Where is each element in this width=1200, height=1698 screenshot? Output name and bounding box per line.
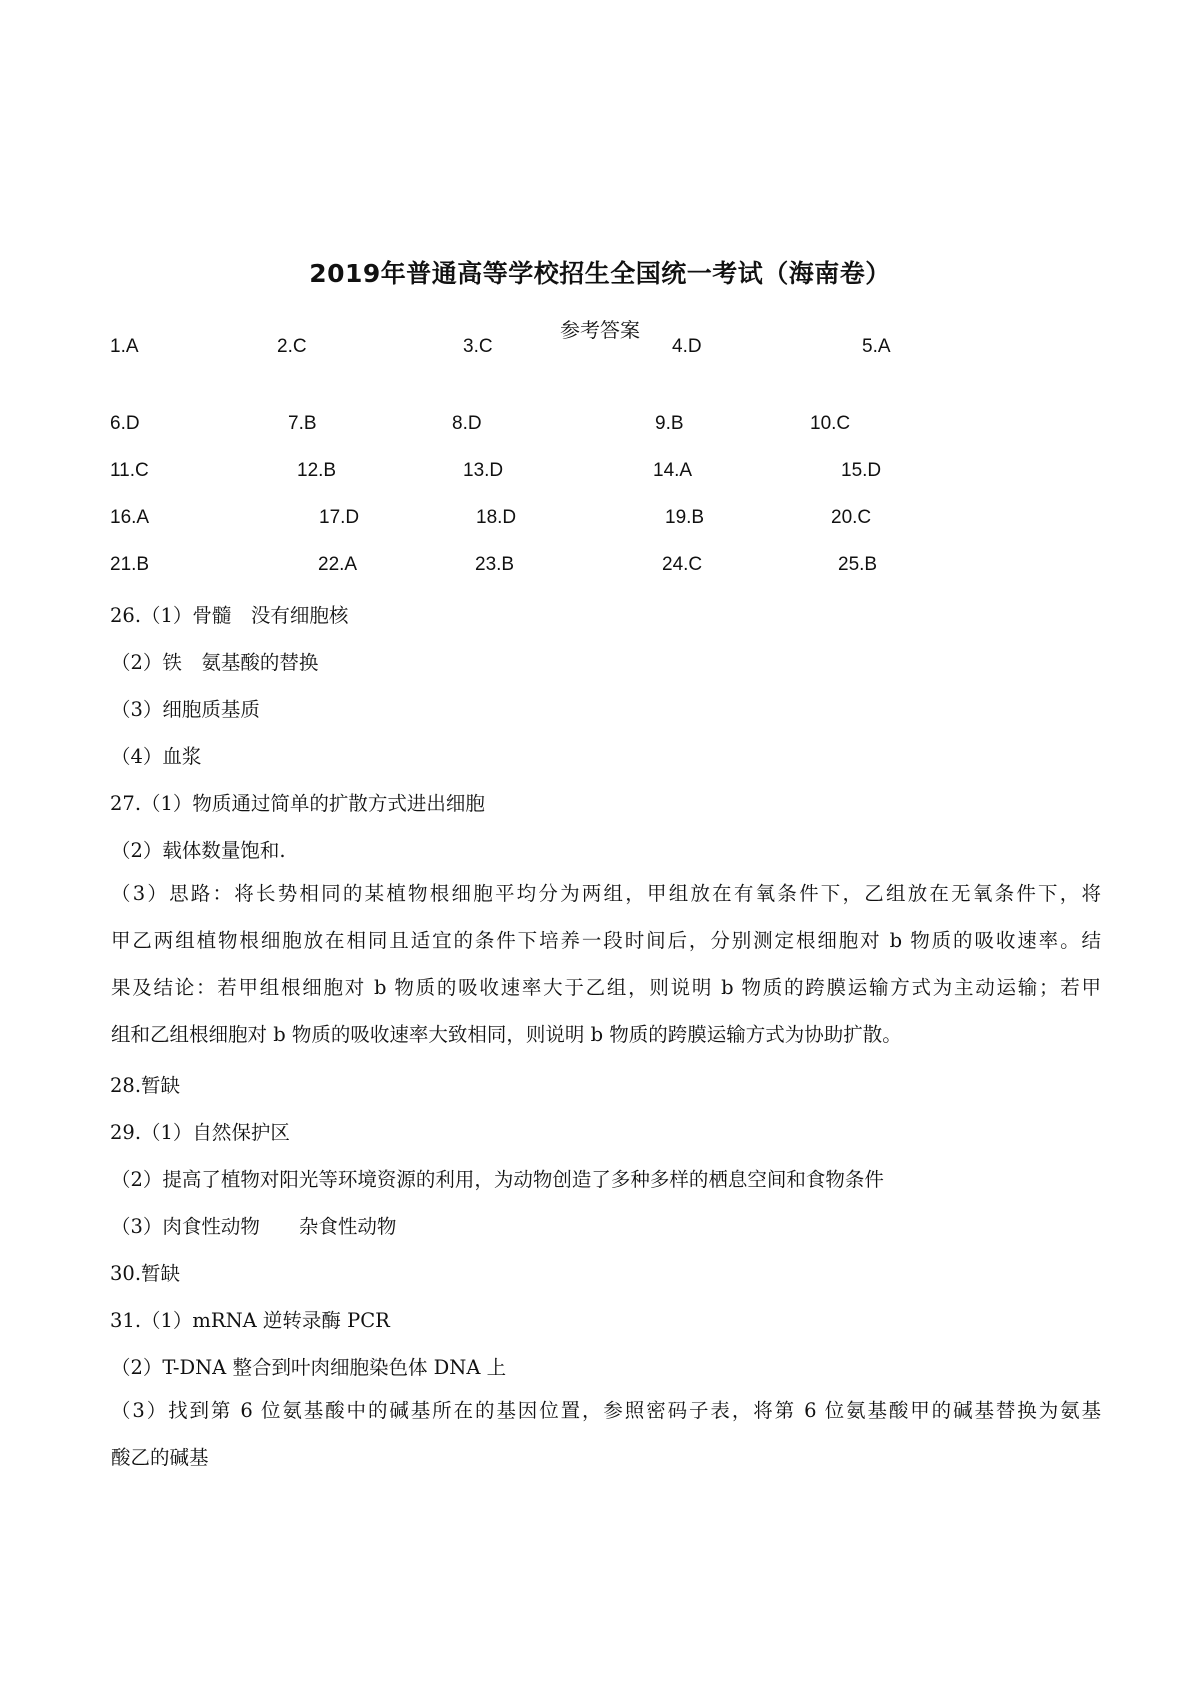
q30-answer: 30.暂缺 (110, 1262, 181, 1285)
mc-answer: 1.A (110, 336, 139, 357)
mc-answer: 8.D (452, 413, 482, 434)
q29-part1: 29.（1）自然保护区 (110, 1121, 290, 1144)
mc-answer: 25.B (838, 554, 878, 575)
q31-part2: （2）T-DNA 整合到叶肉细胞染色体 DNA 上 (111, 1356, 507, 1379)
q27-part1: 27.（1）物质通过简单的扩散方式进出细胞 (110, 792, 485, 815)
mc-answer: 6.D (110, 413, 140, 434)
mc-answer: 3.C (463, 336, 493, 357)
mc-answer: 10.C (810, 413, 851, 434)
q29-part2: （2）提高了植物对阳光等环境资源的利用，为动物创造了多种多样的栖息空间和食物条件 (111, 1168, 884, 1191)
q29-part3: （3）肉食性动物 杂食性动物 (111, 1215, 397, 1238)
mc-answer: 16.A (110, 507, 150, 528)
mc-row-2 (0, 413, 1200, 443)
mc-answer: 17.D (319, 507, 360, 528)
mc-answer: 22.A (318, 554, 358, 575)
mc-answer: 20.C (831, 507, 872, 528)
mc-answer: 5.A (862, 336, 891, 357)
q28-answer: 28.暂缺 (110, 1074, 181, 1097)
mc-row-3 (0, 460, 1200, 490)
q27-part2: （2）载体数量饱和. (111, 839, 286, 862)
q31-part1: 31.（1）mRNA 逆转录酶 PCR (110, 1309, 390, 1332)
mc-answer: 15.D (841, 460, 882, 481)
q26-part3: （3）细胞质基质 (111, 698, 260, 721)
mc-answer: 19.B (665, 507, 705, 528)
mc-row-4 (0, 507, 1200, 537)
mc-row-1 (0, 336, 1200, 366)
q27-part3-paragraph (111, 870, 1101, 1058)
q31-part3-line: （3）找到第 6 位氨基酸中的碱基所在的基因位置，参照密码子表，将第 6 位氨基酸甲的碱基替换为氨基 (111, 1399, 1101, 1422)
mc-answer: 7.B (288, 413, 317, 434)
mc-answer: 14.A (653, 460, 693, 481)
page-title: 2019年普通高等学校招生全国统一考试（海南卷） (309, 259, 891, 288)
mc-answer: 24.C (662, 554, 703, 575)
q27-part3-line: 组和乙组根细胞对 b 物质的吸收速率大致相同，则说明 b 物质的跨膜运输方式为协助扩散。 (111, 1023, 902, 1046)
mc-answer: 11.C (110, 460, 149, 481)
q31-part3-paragraph (111, 1387, 1101, 1481)
mc-answer: 21.B (110, 554, 150, 575)
q26-part4: （4）血浆 (111, 745, 202, 768)
mc-answer: 18.D (476, 507, 517, 528)
q26-part1: 26.（1）骨髓 没有细胞核 (110, 604, 349, 627)
q27-part3-line: （3）思路：将长势相同的某植物根细胞平均分为两组，甲组放在有氧条件下，乙组放在无氧条件下，将 (111, 882, 1101, 905)
mc-answer: 12.B (297, 460, 337, 481)
mc-answer: 4.D (672, 336, 702, 357)
mc-answer: 23.B (475, 554, 515, 575)
mc-answer: 13.D (463, 460, 504, 481)
mc-row-5 (0, 554, 1200, 584)
q27-part3-line: 果及结论：若甲组根细胞对 b 物质的吸收速率大于乙组，则说明 b 物质的跨膜运输方式为主动运输；若甲 (111, 976, 1101, 999)
q27-part3-line: 甲乙两组植物根细胞放在相同且适宜的条件下培养一段时间后，分别测定根细胞对 b 物质的吸收速率。结 (111, 929, 1101, 952)
mc-answer: 9.B (655, 413, 684, 434)
page-subtitle: 参考答案 (560, 318, 640, 342)
q26-part2: （2）铁 氨基酸的替换 (111, 651, 319, 674)
q31-part3-line: 酸乙的碱基 (111, 1446, 209, 1469)
mc-answer: 2.C (277, 336, 307, 357)
